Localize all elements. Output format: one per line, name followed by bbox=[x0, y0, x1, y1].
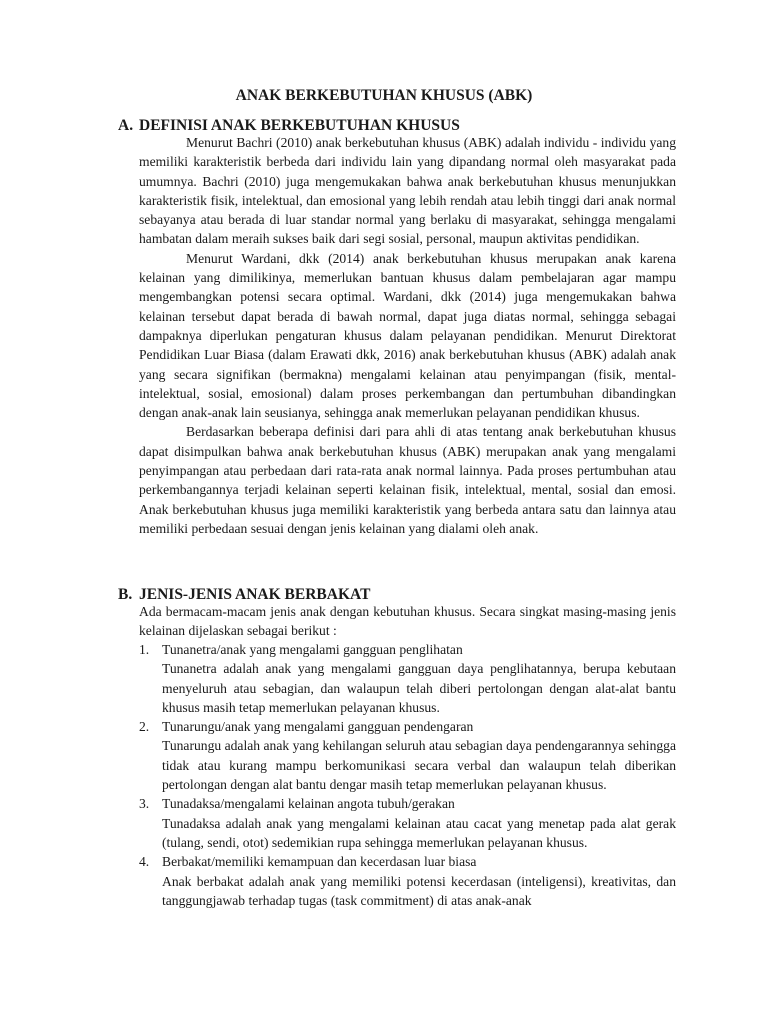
section-b-title: JENIS-JENIS ANAK BERBAKAT bbox=[139, 586, 371, 603]
section-a-title: DEFINISI ANAK BERKEBUTUHAN KHUSUS bbox=[139, 117, 460, 134]
list-item-title: Tunadaksa/mengalami kelainan angota tubuh/gerakan bbox=[162, 796, 455, 812]
paragraph: Menurut Bachri (2010) anak berkebutuhan khusus (ABK) adalah individu - individu yang memiliki karakteristik berbeda dari individu lain yang dipandang normal oleh masyarakat pada umumnya. Bachri (2010) juga mengemukakan bahwa anak berkebutuhan khusus menunjukkan karakteristik fisik, intelektual, dan emosional yang lebih rendah atau lebih tinggi dari anak normal sebayanya atau berada di luar standar normal yang berlaku di masyarakat, sehingga mengalami hambatan dalam meraih sukses baik dari segi sosial, personal, maupun aktivitas pendidikan. bbox=[139, 135, 676, 247]
list-item-description: Anak berbakat adalah anak yang memiliki potensi kecerdasan (inteligensi), kreativitas, dan tanggungjawab terhadap tugas (task commitment) di atas anak-anak bbox=[162, 873, 676, 908]
list-item bbox=[139, 852, 676, 910]
list-item bbox=[139, 640, 676, 717]
list-number: 1. bbox=[139, 642, 150, 657]
section-a-body bbox=[139, 133, 676, 538]
document-title: ANAK BERKEBUTUHAN KHUSUS (ABK) bbox=[235, 87, 533, 104]
list-item bbox=[139, 794, 676, 852]
paragraph: Menurut Wardani, dkk (2014) anak berkebutuhan khusus merupakan anak karena kelainan yang dimilikinya, memerlukan bantuan khusus dalam pembelajaran agar mampu mengembangkan potensi secara optimal. Wardani, dkk (2014) juga mengemukakan bahwa kelainan tersebut dapat berada di bawah normal, dapat juga diatas normal, sehingga sebagai dampaknya diperlukan pengaturan khusus dalam pelayanan pendidikan. Menurut Direktorat Pendidikan Luar Biasa (dalam Erawati dkk, 2016) anak berkebutuhan khusus (ABK) adalah anak yang secara signifikan (bermakna) mengalami kelainan atau penyimpangan (fisik, mental-intelektual, sosial, emosional) dalam proses perkembangan dan pertumbuhan dibandingkan dengan anak-anak lain seusianya, sehingga anak memerlukan pelayanan pendidikan khusus. bbox=[139, 250, 676, 421]
abk-type-list bbox=[139, 640, 676, 910]
list-item-description: Tunadaksa adalah anak yang mengalami kelainan atau cacat yang menetap pada alat gerak (tulang, sendi, otot) sedemikian rupa sehingga memerlukan pelayanan khusus. bbox=[162, 815, 676, 850]
section-b-intro bbox=[139, 602, 676, 641]
paragraph: Ada bermacam-macam jenis anak dengan kebutuhan khusus. Secara singkat masing-masing jenis kelainan dijelaskan sebagai berikut : bbox=[139, 604, 676, 639]
list-item-title: Berbakat/memiliki kemampuan dan kecerdasan luar biasa bbox=[162, 854, 477, 870]
section-a-letter: A. bbox=[118, 117, 134, 134]
list-item-title: Tunarungu/anak yang mengalami gangguan pendengaran bbox=[162, 719, 474, 735]
list-number: 4. bbox=[139, 854, 150, 870]
list-item-description: Tunanetra adalah anak yang mengalami gangguan daya penglihatannya, berupa kebutaan menyeluruh atau sebagian, dan walaupun telah diberi pertolongan dengan alat-alat bantu khusus masih tetap memerlukan pelayanan khusus. bbox=[162, 661, 676, 715]
list-item-description: Tunarungu adalah anak yang kehilangan seluruh atau sebagian daya pendengarannya sehingga tidak atau kurang mampu berkomunikasi secara verbal dan walaupun telah diberikan pertolongan dengan alat bantu dengar masih tetap memerlukan pelayanan khusus. bbox=[162, 738, 676, 793]
list-item-title: Tunanetra/anak yang mengalami gangguan penglihatan bbox=[162, 642, 463, 657]
list-number: 2. bbox=[139, 719, 150, 735]
list-item bbox=[139, 717, 676, 794]
section-b-letter: B. bbox=[118, 586, 133, 603]
paragraph: Berdasarkan beberapa definisi dari para ahli di atas tentang anak berkebutuhan khusus dapat disimpulkan bahwa anak berkebutuhan khusus (ABK) merupakan anak yang mengalami penyimpangan atau perbedaan dari rata-rata anak normal lainnya. Pada proses pertumbuhan atau perkembangannya terjadi kelainan seperti kelainan fisik, intelektual, mental, sosial dan emosi. Anak berkebutuhan khusus juga memiliki karakteristik yang berbeda antara satu dan lainnya atau memiliki perbedaan sesuai dengan jenis kelainan yang dialami oleh anak. bbox=[139, 424, 676, 536]
list-number: 3. bbox=[139, 796, 150, 812]
